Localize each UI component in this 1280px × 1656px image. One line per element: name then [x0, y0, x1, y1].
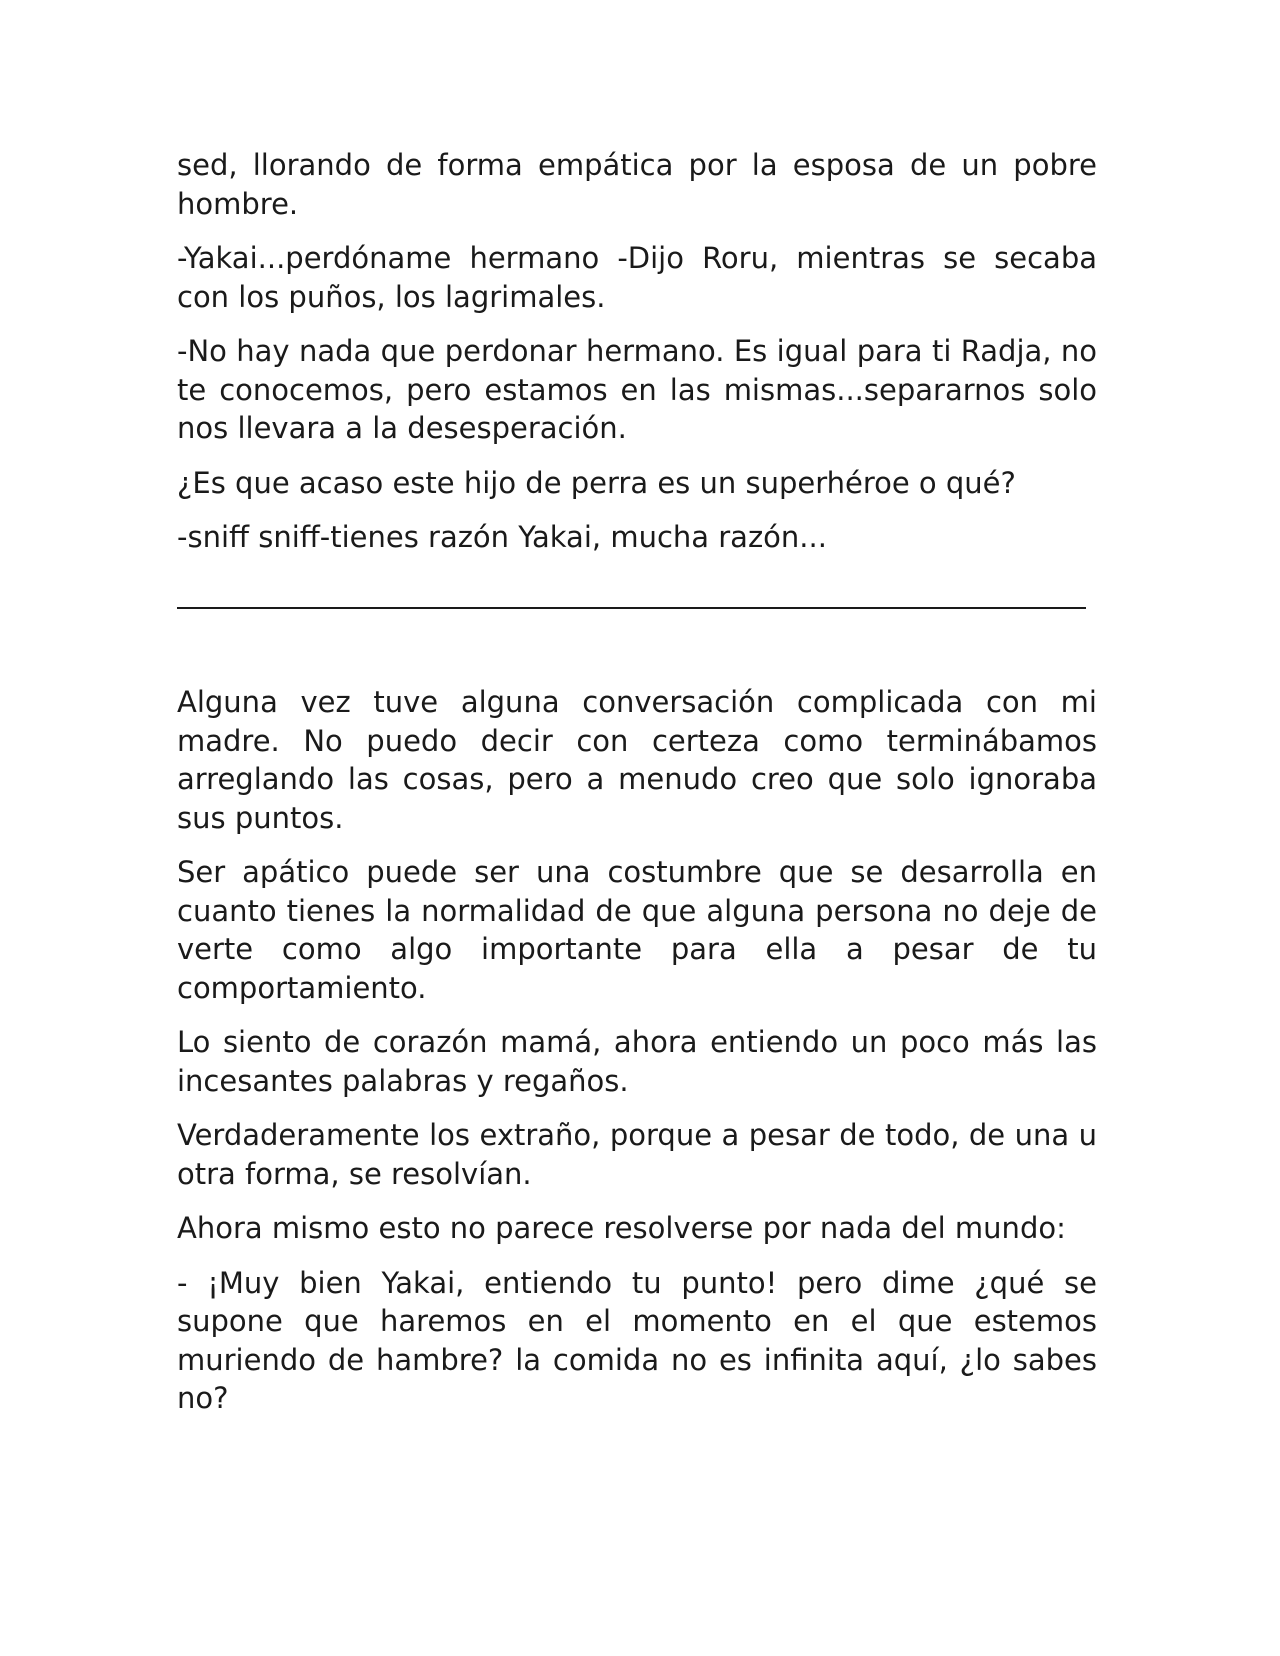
section-separator-line — [177, 607, 1086, 609]
paragraph: sed, llorando de forma empática por la esposa de un pobre hombre. — [177, 148, 1097, 221]
paragraph: Lo siento de corazón mamá, ahora entiendo un poco más las incesantes palabras y regaños. — [177, 1025, 1097, 1098]
paragraph: Ser apático puede ser una costumbre que se desarrolla en cuanto tienes la normalidad de que alguna persona no deje de verte como algo importante para ella a pesar de tu comportamiento. — [177, 855, 1097, 1005]
paragraph: ¿Es que acaso este hijo de perra es un superhéroe o qué? — [177, 465, 1016, 500]
text-section-2 — [177, 683, 1097, 1434]
text-section-1 — [177, 146, 1097, 573]
paragraph: Alguna vez tuve alguna conversación complicada con mi madre. No puedo decir con certeza como terminábamos arreglando las cosas, pero a menudo creo que solo ignoraba sus puntos. — [177, 685, 1097, 835]
paragraph: - ¡Muy bien Yakai, entiendo tu punto! pero dime ¿qué se supone que haremos en el momento en el que estemos muriendo de hambre? la comida no es infinita aquí, ¿lo sabes no? — [177, 1265, 1097, 1415]
paragraph: -Yakai...perdóname hermano -Dijo Roru, mientras se secaba con los puños, los lagrimales. — [177, 241, 1097, 314]
paragraph: Ahora mismo esto no parece resolverse por nada del mundo: — [177, 1211, 1066, 1245]
paragraph: -No hay nada que perdonar hermano. Es igual para ti Radja, no te conocemos, pero estamos en las mismas...separarnos solo nos llevara a la desesperación. — [177, 334, 1097, 445]
paragraph: -sniff sniff-tienes razón Yakai, mucha razón... — [177, 520, 827, 554]
paragraph: Verdaderamente los extraño, porque a pesar de todo, de una u otra forma, se resolvían. — [177, 1118, 1097, 1191]
